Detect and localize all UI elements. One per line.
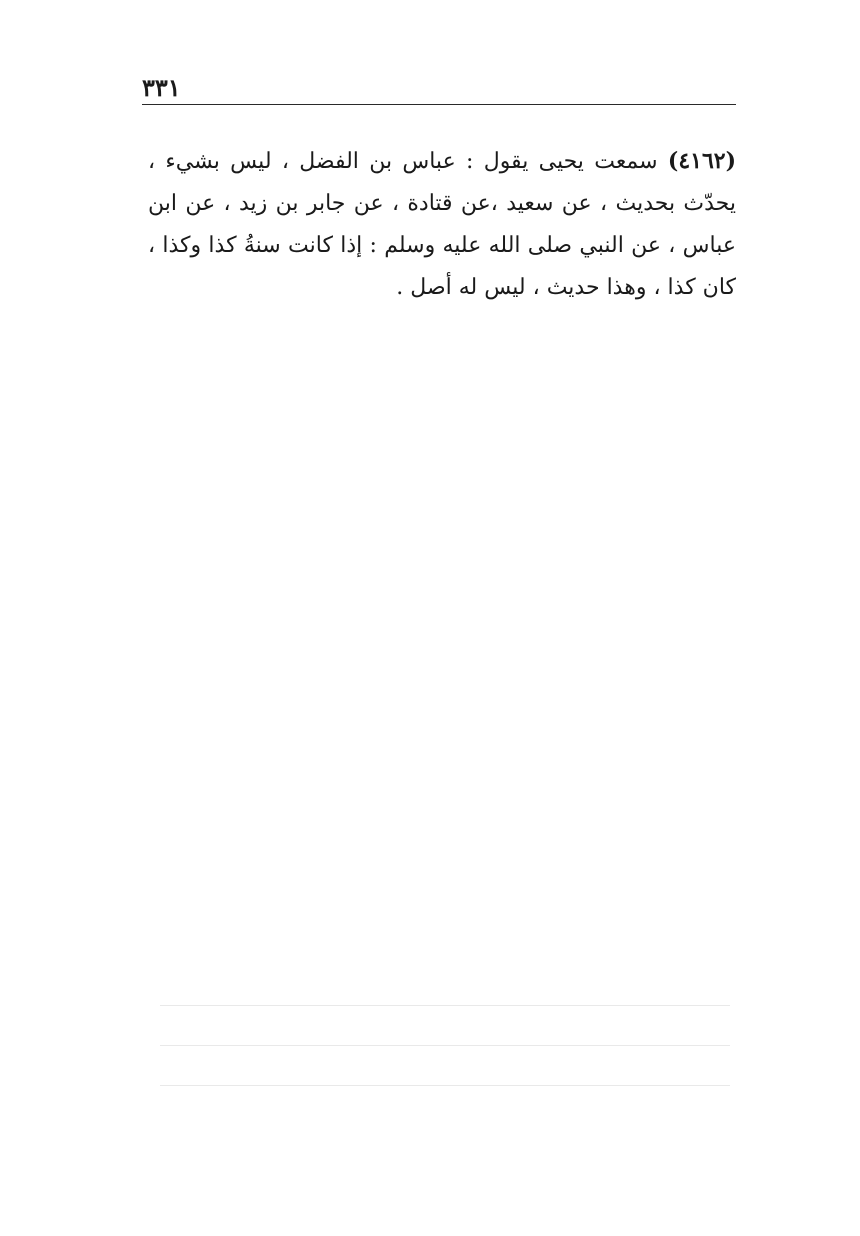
header-divider bbox=[142, 104, 736, 105]
entry-text: سمعت يحيى يقول : عباس بن الفضل ، ليس بشيء ، يحدّث بحديث ، عن سعيد ،عن قتادة ، عن جابر بن زيد ، عن ابن عباس ، عن النبي صلى الله عليه وسلم : إذا كانت سنةُ كذا وكذا ، كان كذا ، وهذا حديث ، ليس له أصل . bbox=[148, 149, 736, 300]
bleed-through-mark bbox=[160, 1045, 730, 1046]
page-number: ٣٣١ bbox=[142, 73, 181, 102]
hadith-entry bbox=[148, 140, 736, 309]
bleed-through-mark bbox=[160, 1085, 730, 1086]
bleed-through-mark bbox=[160, 1005, 730, 1006]
entry-number: (٤١٦٢) bbox=[667, 148, 737, 174]
